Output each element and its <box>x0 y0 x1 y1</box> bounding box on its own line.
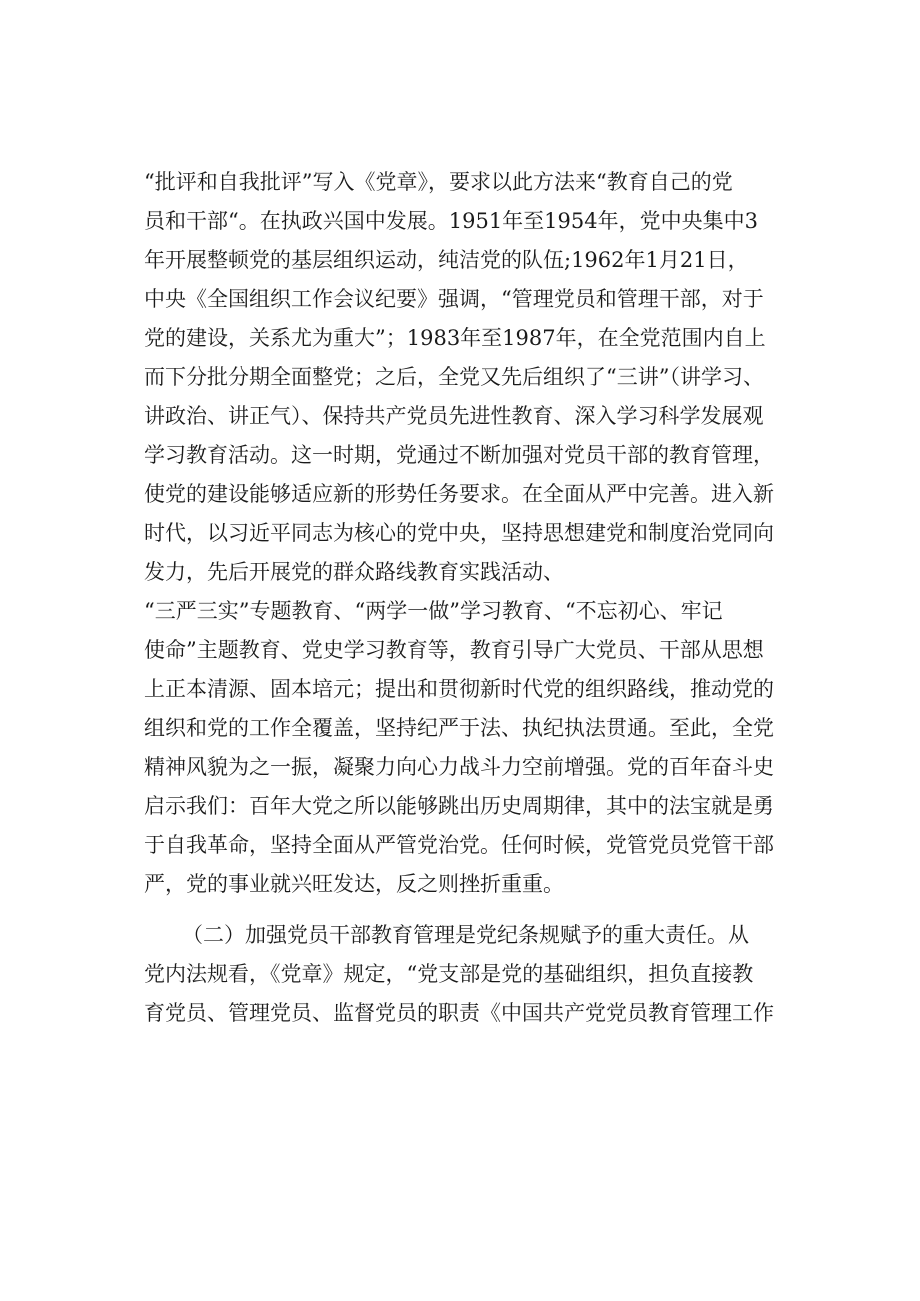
paragraph <box>144 163 824 904</box>
text-line: 时代，以习近平同志为核心的党中央，坚持思想建党和制度治党同向 <box>144 521 774 545</box>
text-line: “批评和自我批评”写入《党章》，要求以此方法来“教育自己的党 <box>144 170 733 194</box>
text-line: 育党员、管理党员、监督党员的职责《中国共产党党员教育管理工作 <box>144 1001 774 1025</box>
text-line: 启示我们：百年大党之所以能够跳出历史周期律，其中的法宝就是勇 <box>144 794 774 818</box>
text-line: 年开展整顿党的基层组织运动，纯洁党的队伍;1962年1月21日， <box>144 248 749 272</box>
paragraph-spacing <box>144 904 824 916</box>
text-line: 使党的建设能够适应新的形势任务要求。在全面从严中完善。进入新 <box>144 482 774 506</box>
text-line: 学习教育活动。这一时期，党通过不断加强对党员干部的教育管理， <box>144 443 774 467</box>
text-line: “三严三实”专题教育、“两学一做”学习教育、“不忘初心、牢记 <box>144 599 723 623</box>
text-line: 组织和党的工作全覆盖，坚持纪严于法、执纪执法贯通。至此，全党 <box>144 716 774 740</box>
text-line: 员和干部“。在执政兴国中发展。1951年至1954年，党中央集中3 <box>144 209 758 233</box>
text-line: 讲政治、讲正气）、保持共产党员先进性教育、深入学习科学发展观 <box>144 404 764 428</box>
text-line: 而下分批分期全面整党；之后，全党又先后组织了“三讲”（讲学习、 <box>144 365 764 389</box>
text-line: 中央《全国组织工作会议纪要》强调，“管理党员和管理干部，对于 <box>144 287 764 311</box>
text-line: 上正本清源、固本培元；提出和贯彻新时代党的组织路线，推动党的 <box>144 677 774 701</box>
text-line: 精神风貌为之一振，凝聚力向心力战斗力空前增强。党的百年奋斗史 <box>144 755 774 779</box>
document-body <box>144 163 824 1033</box>
text-line: 党内法规看，《党章》规定，“党支部是党的基础组织，担负直接教 <box>144 962 754 986</box>
paragraph <box>144 916 824 1033</box>
text-line: 发力，先后开展党的群众路线教育实践活动、 <box>144 560 564 584</box>
text-line: 严，党的事业就兴旺发达，反之则挫折重重。 <box>144 872 564 896</box>
text-line: 使命”主题教育、党史学习教育等，教育引导广大党员、干部从思想 <box>144 638 764 662</box>
text-line: 于自我革命，坚持全面从严管党治党。任何时候，党管党员党管干部 <box>144 833 774 857</box>
text-line: 党的建设，关系尤为重大”；1983年至1987年，在全党范围内自上 <box>144 326 766 350</box>
text-line: （二）加强党员干部教育管理是党纪条规赋予的重大责任。从 <box>182 923 749 947</box>
